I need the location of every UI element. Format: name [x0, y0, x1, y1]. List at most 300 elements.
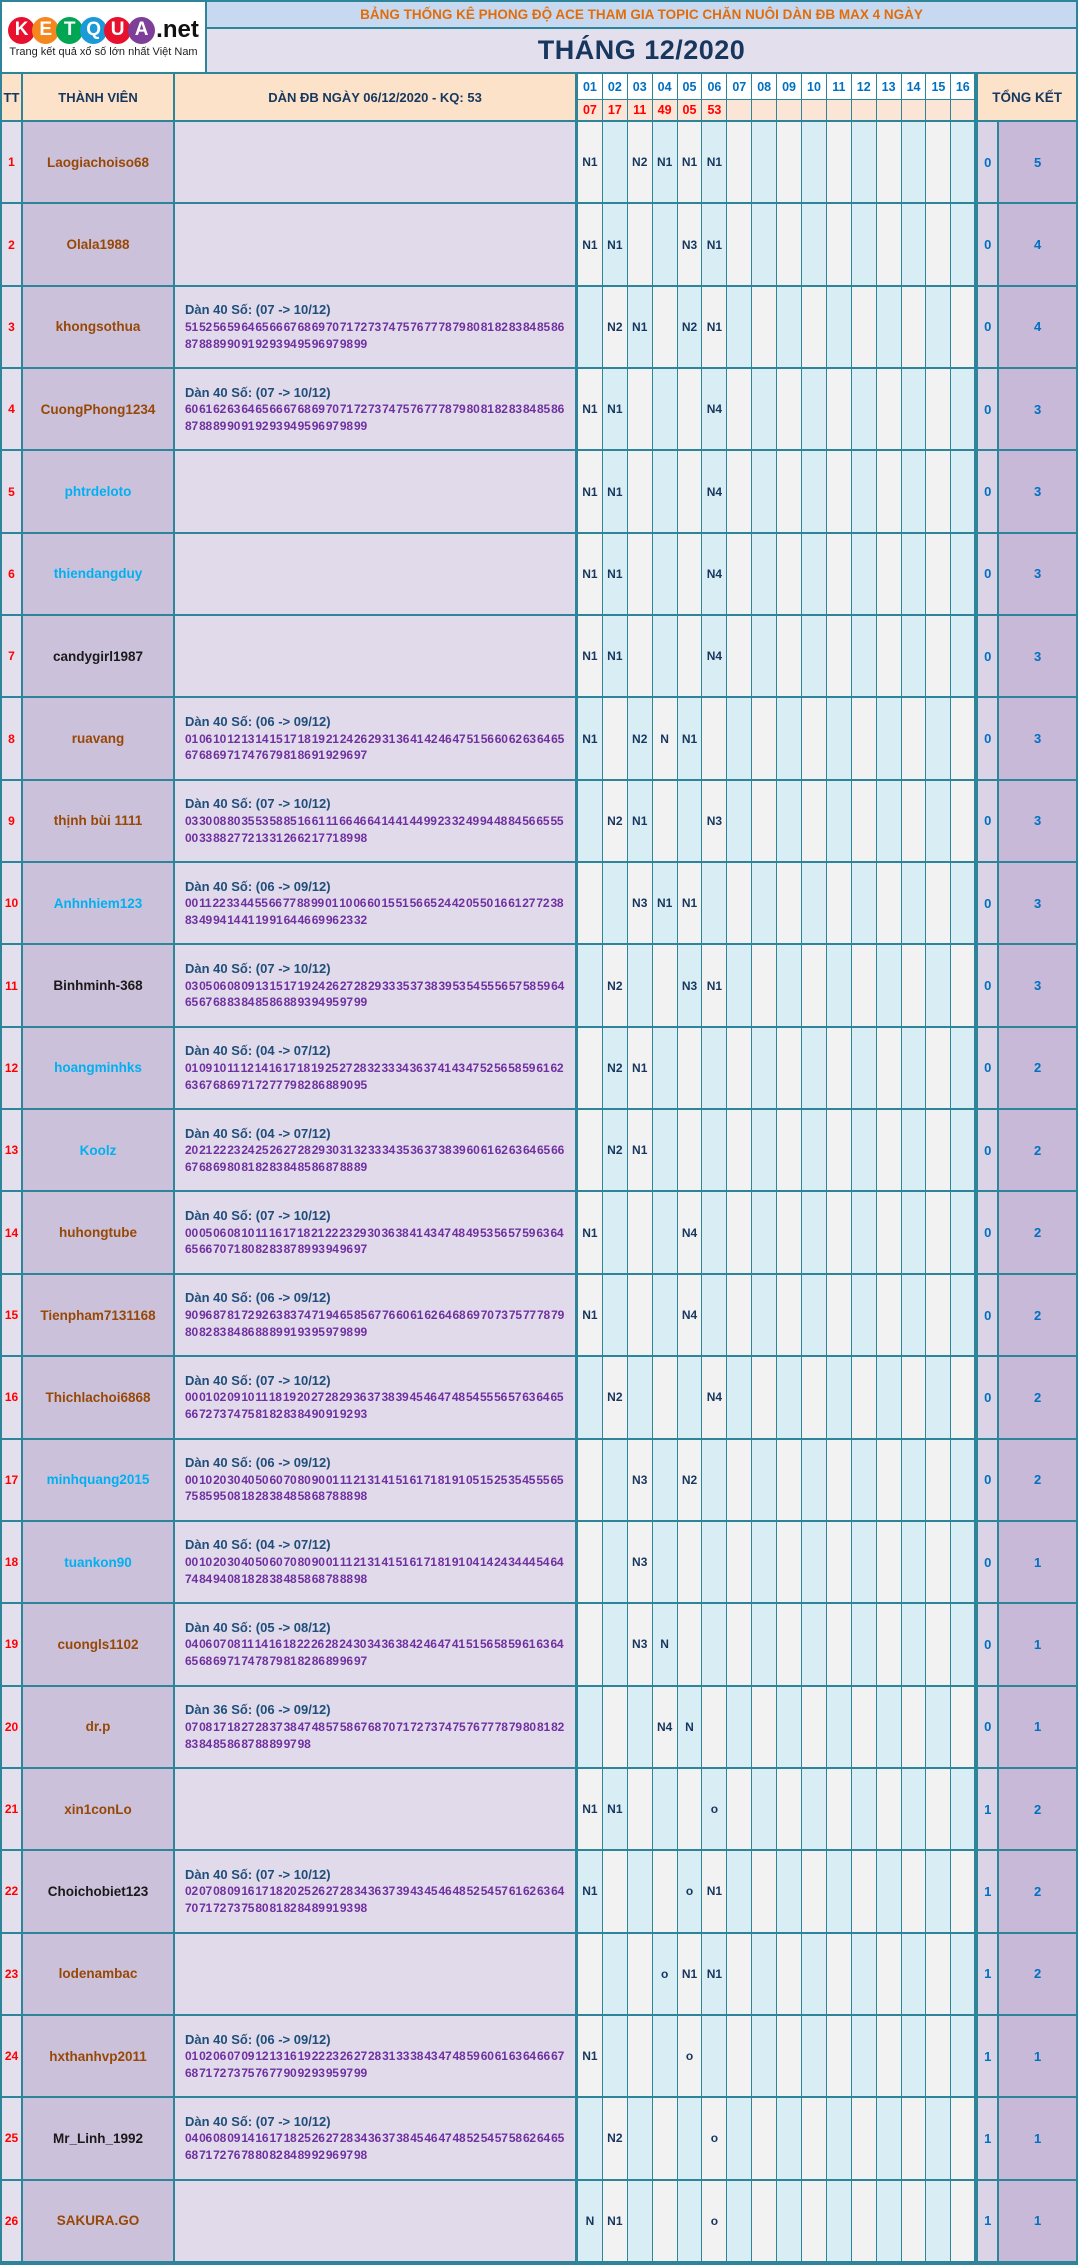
dan-numbers: 01 06 10 12 13 14 15 17 18 19 21 24 26 29 31 36 41 42 46 47 51 56 60 62 63 64 65 67 68 69 71 74 76 79 81 86 91 92 96 97 — [185, 731, 565, 763]
day-mark-cell — [802, 616, 827, 698]
total-col1-cell: 1 — [976, 1934, 999, 2016]
day-mark-cell — [777, 1028, 802, 1110]
day-mark-cell — [951, 698, 976, 780]
day-mark-cell: N1 — [702, 122, 727, 204]
day-mark-cell: N1 — [628, 287, 653, 369]
member-name: lodenambac — [23, 1934, 175, 2016]
day-mark-cell: N4 — [678, 1275, 703, 1357]
day-mark-cell — [902, 2098, 927, 2180]
tt-cell: 23 — [2, 1934, 23, 2016]
day-mark-cell: N1 — [628, 1028, 653, 1110]
banner-month: THÁNG 12/2020 — [207, 29, 1076, 72]
day-mark-cell: N1 — [603, 2181, 628, 2263]
member-name: xin1conLo — [23, 1769, 175, 1851]
day-mark-cell: N4 — [702, 451, 727, 533]
day-column-header: 01 — [578, 74, 603, 100]
total-col1-cell: 0 — [976, 1275, 999, 1357]
day-mark-cell — [902, 369, 927, 451]
day-mark-cell — [578, 781, 603, 863]
total-col2-cell: 3 — [999, 863, 1076, 945]
day-mark-cell — [877, 1440, 902, 1522]
day-mark-cell — [827, 287, 852, 369]
day-mark-cell — [926, 1687, 951, 1769]
day-mark-cell — [902, 451, 927, 533]
dan-cell — [175, 534, 578, 616]
day-mark-cell — [827, 1687, 852, 1769]
member-name: hoangminhks — [23, 1028, 175, 1110]
day-mark-cell — [702, 1522, 727, 1604]
dan-cell — [175, 2098, 578, 2180]
day-mark-cell — [727, 781, 752, 863]
day-column-header: 16 — [951, 74, 976, 100]
day-mark-cell — [951, 1110, 976, 1192]
day-mark-cell — [951, 1192, 976, 1274]
day-mark-cell: N — [578, 2181, 603, 2263]
day-mark-cell — [727, 1687, 752, 1769]
day-mark-cell — [578, 1687, 603, 1769]
dan-range-title: Dàn 40 Số: (06 -> 09/12) — [185, 2031, 331, 2047]
day-mark-cell — [926, 1110, 951, 1192]
day-mark-cell: N3 — [702, 781, 727, 863]
day-mark-cell — [802, 1522, 827, 1604]
day-mark-cell: N2 — [603, 2098, 628, 2180]
day-mark-cell — [877, 863, 902, 945]
day-mark-cell — [752, 1851, 777, 1933]
day-mark-cell — [852, 2016, 877, 2098]
member-name: SAKURA.GO — [23, 2181, 175, 2263]
total-col1-cell: 0 — [976, 287, 999, 369]
total-col1-cell: 0 — [976, 945, 999, 1027]
day-mark-cell — [777, 369, 802, 451]
member-name: Mr_Linh_1992 — [23, 2098, 175, 2180]
dan-cell — [175, 204, 578, 286]
day-mark-cell — [827, 122, 852, 204]
dan-numbers: 00 11 22 33 44 55 66 77 88 99 01 10 06 60 15 51 56 65 24 42 05 50 16 61 27 72 38 83 49 94 14 41 19 91 64 46 69 96 23 32 — [185, 896, 564, 928]
total-col1-cell: 1 — [976, 2016, 999, 2098]
dan-range-title: Dàn 40 Số: (04 -> 07/12) — [185, 1043, 331, 1059]
day-mark-cell: N2 — [603, 781, 628, 863]
tt-cell: 2 — [2, 204, 23, 286]
day-mark-cell — [852, 1851, 877, 1933]
day-mark-cell: N1 — [603, 616, 628, 698]
day-mark-cell: N1 — [578, 1192, 603, 1274]
day-mark-cell — [727, 1934, 752, 2016]
day-mark-cell — [802, 1687, 827, 1769]
member-name: Koolz — [23, 1110, 175, 1192]
tt-cell: 6 — [2, 534, 23, 616]
day-mark-cell — [653, 451, 678, 533]
total-col2-cell: 2 — [999, 1851, 1076, 1933]
day-mark-cell — [777, 781, 802, 863]
day-mark-cell — [752, 698, 777, 780]
day-mark-cell — [827, 1192, 852, 1274]
day-mark-cell — [653, 2181, 678, 2263]
total-col2-cell: 3 — [999, 534, 1076, 616]
day-mark-cell — [777, 287, 802, 369]
day-mark-cell: N1 — [653, 863, 678, 945]
day-mark-cell — [628, 1275, 653, 1357]
day-mark-cell: N4 — [702, 534, 727, 616]
day-mark-cell — [727, 451, 752, 533]
day-mark-cell — [827, 863, 852, 945]
day-mark-cell — [628, 1934, 653, 2016]
total-col2-cell: 1 — [999, 2098, 1076, 2180]
day-mark-cell: N2 — [678, 287, 703, 369]
day-mark-cell — [902, 1851, 927, 1933]
day-result-cell — [926, 100, 951, 122]
day-mark-cell: N1 — [578, 451, 603, 533]
day-mark-cell — [678, 1604, 703, 1686]
banner — [207, 2, 1076, 72]
dan-range-title: Dàn 40 Số: (07 -> 10/12) — [185, 1372, 331, 1388]
day-mark-cell — [802, 781, 827, 863]
day-mark-cell — [877, 781, 902, 863]
total-col2-cell: 2 — [999, 1769, 1076, 1851]
day-mark-cell — [752, 287, 777, 369]
day-column-header: 03 — [628, 74, 653, 100]
day-mark-cell — [752, 2098, 777, 2180]
day-mark-cell — [653, 287, 678, 369]
day-mark-cell — [802, 1275, 827, 1357]
day-mark-cell — [603, 863, 628, 945]
day-mark-cell — [777, 1769, 802, 1851]
day-mark-cell — [827, 2181, 852, 2263]
day-mark-cell — [727, 1604, 752, 1686]
logo-ball-u: U — [104, 17, 131, 44]
day-mark-cell — [852, 534, 877, 616]
day-mark-cell — [727, 534, 752, 616]
day-mark-cell — [578, 1934, 603, 2016]
day-mark-cell — [852, 1357, 877, 1439]
day-mark-cell — [653, 204, 678, 286]
day-mark-cell — [802, 2098, 827, 2180]
day-mark-cell — [802, 863, 827, 945]
day-mark-cell — [752, 1192, 777, 1274]
day-mark-cell: N1 — [678, 698, 703, 780]
day-mark-cell: N1 — [603, 369, 628, 451]
day-result-cell: 53 — [702, 100, 727, 122]
day-mark-cell — [902, 1110, 927, 1192]
day-mark-cell — [852, 1604, 877, 1686]
day-mark-cell — [877, 1192, 902, 1274]
day-result-cell — [877, 100, 902, 122]
day-mark-cell — [852, 1769, 877, 1851]
day-mark-cell — [951, 1522, 976, 1604]
day-mark-cell — [877, 2181, 902, 2263]
day-mark-cell — [578, 945, 603, 1027]
day-mark-cell — [777, 1275, 802, 1357]
logo-ball-a: A — [128, 17, 155, 44]
member-name: phtrdeloto — [23, 451, 175, 533]
day-mark-cell — [653, 1192, 678, 1274]
day-mark-cell — [653, 534, 678, 616]
day-column-header: 14 — [902, 74, 927, 100]
total-col2-cell: 2 — [999, 1110, 1076, 1192]
day-mark-cell: N2 — [603, 1357, 628, 1439]
day-mark-cell: o — [678, 2016, 703, 2098]
day-mark-cell: o — [678, 1851, 703, 1933]
day-mark-cell — [926, 2016, 951, 2098]
day-mark-cell — [628, 204, 653, 286]
dan-range-title: Dàn 40 Số: (04 -> 07/12) — [185, 1125, 331, 1141]
day-mark-cell — [877, 451, 902, 533]
dan-cell — [175, 451, 578, 533]
day-mark-cell — [951, 1440, 976, 1522]
total-col2-cell: 3 — [999, 781, 1076, 863]
day-mark-cell — [902, 863, 927, 945]
day-result-cell — [777, 100, 802, 122]
day-mark-cell — [752, 1934, 777, 2016]
top-banner — [0, 0, 1078, 72]
day-mark-cell — [727, 1275, 752, 1357]
site-logo[interactable] — [2, 2, 207, 72]
dan-range-title: Dàn 40 Số: (06 -> 09/12) — [185, 714, 331, 730]
day-result-cell — [852, 100, 877, 122]
dan-range-title: Dàn 40 Số: (07 -> 10/12) — [185, 302, 331, 318]
day-mark-cell: N1 — [653, 122, 678, 204]
member-name: ruavang — [23, 698, 175, 780]
member-name: thịnh bùi 1111 — [23, 781, 175, 863]
tt-cell: 21 — [2, 1769, 23, 1851]
day-mark-cell — [727, 1769, 752, 1851]
member-name: Anhnhiem123 — [23, 863, 175, 945]
dan-cell — [175, 1851, 578, 1933]
day-column-header: 13 — [877, 74, 902, 100]
day-mark-cell — [877, 1522, 902, 1604]
day-mark-cell — [777, 451, 802, 533]
day-column-header: 11 — [827, 74, 852, 100]
day-column-header: 02 — [603, 74, 628, 100]
day-column-header: 12 — [852, 74, 877, 100]
total-col2-cell: 3 — [999, 369, 1076, 451]
day-mark-cell — [603, 2016, 628, 2098]
tt-cell: 11 — [2, 945, 23, 1027]
total-col2-cell: 3 — [999, 451, 1076, 533]
day-mark-cell — [852, 1028, 877, 1110]
day-mark-cell — [727, 2016, 752, 2098]
total-col1-cell: 0 — [976, 534, 999, 616]
day-mark-cell — [702, 2016, 727, 2098]
dan-range-title: Dàn 40 Số: (07 -> 10/12) — [185, 1208, 331, 1224]
day-mark-cell — [877, 2098, 902, 2180]
day-column-header: 05 — [678, 74, 703, 100]
total-col2-cell: 1 — [999, 1687, 1076, 1769]
day-mark-cell — [777, 945, 802, 1027]
member-name: candygirl1987 — [23, 616, 175, 698]
day-mark-cell: N2 — [628, 122, 653, 204]
tt-cell: 14 — [2, 1192, 23, 1274]
day-mark-cell — [678, 781, 703, 863]
day-mark-cell — [926, 781, 951, 863]
member-name: Choichobiet123 — [23, 1851, 175, 1933]
day-mark-cell — [752, 863, 777, 945]
day-mark-cell — [902, 616, 927, 698]
tt-cell: 17 — [2, 1440, 23, 1522]
stats-table — [0, 72, 1078, 2265]
day-mark-cell — [926, 2181, 951, 2263]
day-mark-cell — [827, 204, 852, 286]
dan-cell — [175, 1769, 578, 1851]
day-mark-cell — [877, 534, 902, 616]
day-mark-cell — [678, 1522, 703, 1604]
day-mark-cell — [877, 122, 902, 204]
day-mark-cell — [628, 945, 653, 1027]
day-mark-cell — [951, 2016, 976, 2098]
day-mark-cell — [951, 2098, 976, 2180]
day-mark-cell — [926, 1604, 951, 1686]
day-mark-cell: N2 — [603, 1110, 628, 1192]
day-mark-cell — [902, 1769, 927, 1851]
day-mark-cell — [852, 369, 877, 451]
total-col2-cell: 2 — [999, 1934, 1076, 2016]
tt-cell: 24 — [2, 2016, 23, 2098]
day-mark-cell: N1 — [702, 1934, 727, 2016]
day-mark-cell — [926, 1192, 951, 1274]
col-header-dan: DÀN ĐB NGÀY 06/12/2020 - KQ: 53 — [175, 74, 578, 122]
banner-title: BẢNG THỐNG KÊ PHONG ĐỘ ACE THAM GIA TOPIC CHĂN NUÔI DÀN ĐB MAX 4 NGÀY — [207, 2, 1076, 29]
day-mark-cell — [727, 1851, 752, 1933]
day-mark-cell — [653, 369, 678, 451]
day-mark-cell — [827, 2016, 852, 2098]
day-mark-cell: N1 — [702, 204, 727, 286]
day-mark-cell — [678, 451, 703, 533]
day-mark-cell — [827, 1275, 852, 1357]
total-col2-cell: 2 — [999, 1275, 1076, 1357]
tt-cell: 5 — [2, 451, 23, 533]
total-col2-cell: 3 — [999, 945, 1076, 1027]
total-col2-cell: 1 — [999, 1522, 1076, 1604]
day-mark-cell — [752, 2016, 777, 2098]
logo-ball-t: T — [56, 17, 83, 44]
dan-range-title: Dàn 36 Số: (06 -> 09/12) — [185, 1702, 331, 1718]
day-mark-cell — [951, 122, 976, 204]
dan-numbers: 51 52 56 59 64 65 66 67 68 69 70 71 72 73 74 75 76 77 78 79 80 81 82 83 84 85 86 87 88 89 90 91 92 93 94 95 96 97 98 99 — [185, 319, 565, 351]
day-mark-cell — [802, 698, 827, 780]
dan-numbers: 07 08 17 18 27 28 37 38 47 48 57 58 67 68 70 71 72 73 74 75 76 77 78 79 80 81 82 83 84 85 86 87 88 89 97 98 — [185, 1719, 565, 1751]
dan-cell — [175, 1110, 578, 1192]
dan-cell — [175, 698, 578, 780]
day-mark-cell — [877, 287, 902, 369]
day-mark-cell — [628, 1357, 653, 1439]
dan-numbers: 03 05 06 08 09 13 15 17 19 24 26 27 28 29 33 35 37 38 39 53 54 55 56 57 58 59 64 65 67 68 83 84 85 86 88 93 94 95 97 99 — [185, 978, 565, 1010]
logo-tagline: Trang kết quả xổ số lớn nhất Việt Nam — [9, 46, 198, 58]
day-mark-cell: o — [702, 2181, 727, 2263]
day-mark-cell: N — [653, 698, 678, 780]
dan-cell — [175, 1687, 578, 1769]
member-name: tuankon90 — [23, 1522, 175, 1604]
day-mark-cell — [777, 1851, 802, 1933]
day-mark-cell: N1 — [578, 534, 603, 616]
day-mark-cell — [802, 451, 827, 533]
day-mark-cell — [827, 369, 852, 451]
total-col1-cell: 0 — [976, 616, 999, 698]
day-mark-cell — [827, 1440, 852, 1522]
day-mark-cell — [951, 1357, 976, 1439]
day-mark-cell — [727, 1440, 752, 1522]
day-mark-cell — [727, 1028, 752, 1110]
day-mark-cell — [628, 616, 653, 698]
day-mark-cell — [727, 287, 752, 369]
tt-cell: 4 — [2, 369, 23, 451]
day-mark-cell — [802, 1357, 827, 1439]
member-name: CuongPhong1234 — [23, 369, 175, 451]
col-header-total: TỔNG KẾT — [976, 74, 1076, 122]
dan-cell — [175, 2016, 578, 2098]
day-mark-cell — [752, 1522, 777, 1604]
day-mark-cell — [902, 287, 927, 369]
total-col1-cell: 1 — [976, 2098, 999, 2180]
total-col2-cell: 5 — [999, 122, 1076, 204]
day-mark-cell: N2 — [628, 698, 653, 780]
dan-cell — [175, 2181, 578, 2263]
dan-range-title: Dàn 40 Số: (06 -> 09/12) — [185, 878, 331, 894]
day-mark-cell — [951, 204, 976, 286]
day-mark-cell — [951, 1028, 976, 1110]
dan-range-title: Dàn 40 Số: (06 -> 09/12) — [185, 1290, 331, 1306]
day-mark-cell — [727, 2098, 752, 2180]
dan-range-title: Dàn 40 Số: (04 -> 07/12) — [185, 1537, 331, 1553]
total-col1-cell: 1 — [976, 1851, 999, 1933]
day-mark-cell — [777, 698, 802, 780]
day-mark-cell — [777, 1522, 802, 1604]
day-mark-cell — [777, 2098, 802, 2180]
day-mark-cell — [902, 2181, 927, 2263]
day-mark-cell — [902, 1357, 927, 1439]
day-mark-cell — [827, 781, 852, 863]
day-mark-cell — [678, 1110, 703, 1192]
day-mark-cell — [628, 1192, 653, 1274]
day-mark-cell — [777, 1604, 802, 1686]
day-mark-cell: N3 — [628, 1440, 653, 1522]
day-mark-cell — [802, 1028, 827, 1110]
day-mark-cell — [702, 1687, 727, 1769]
day-mark-cell — [578, 1522, 603, 1604]
day-mark-cell: N4 — [702, 1357, 727, 1439]
dan-cell — [175, 1028, 578, 1110]
day-mark-cell — [727, 204, 752, 286]
day-mark-cell — [827, 1934, 852, 2016]
tt-cell: 7 — [2, 616, 23, 698]
day-mark-cell — [852, 698, 877, 780]
day-mark-cell — [702, 1028, 727, 1110]
day-mark-cell: N1 — [578, 204, 603, 286]
day-mark-cell — [802, 122, 827, 204]
day-mark-cell: N1 — [603, 204, 628, 286]
day-mark-cell — [877, 1604, 902, 1686]
dan-range-title: Dàn 40 Số: (05 -> 08/12) — [185, 1619, 331, 1635]
day-mark-cell — [752, 369, 777, 451]
day-mark-cell — [852, 1110, 877, 1192]
dan-cell — [175, 616, 578, 698]
total-col1-cell: 0 — [976, 1110, 999, 1192]
total-col2-cell: 4 — [999, 204, 1076, 286]
day-mark-cell — [752, 451, 777, 533]
day-mark-cell — [578, 287, 603, 369]
day-mark-cell: N1 — [678, 122, 703, 204]
day-mark-cell — [802, 1769, 827, 1851]
day-mark-cell — [603, 1440, 628, 1522]
day-mark-cell — [702, 1110, 727, 1192]
dan-range-title: Dàn 40 Số: (07 -> 10/12) — [185, 384, 331, 400]
day-result-cell — [727, 100, 752, 122]
day-mark-cell: N1 — [578, 2016, 603, 2098]
day-mark-cell — [802, 2181, 827, 2263]
total-col1-cell: 0 — [976, 1687, 999, 1769]
day-mark-cell — [777, 1192, 802, 1274]
day-mark-cell — [926, 1769, 951, 1851]
day-mark-cell — [678, 2181, 703, 2263]
day-mark-cell — [877, 1028, 902, 1110]
